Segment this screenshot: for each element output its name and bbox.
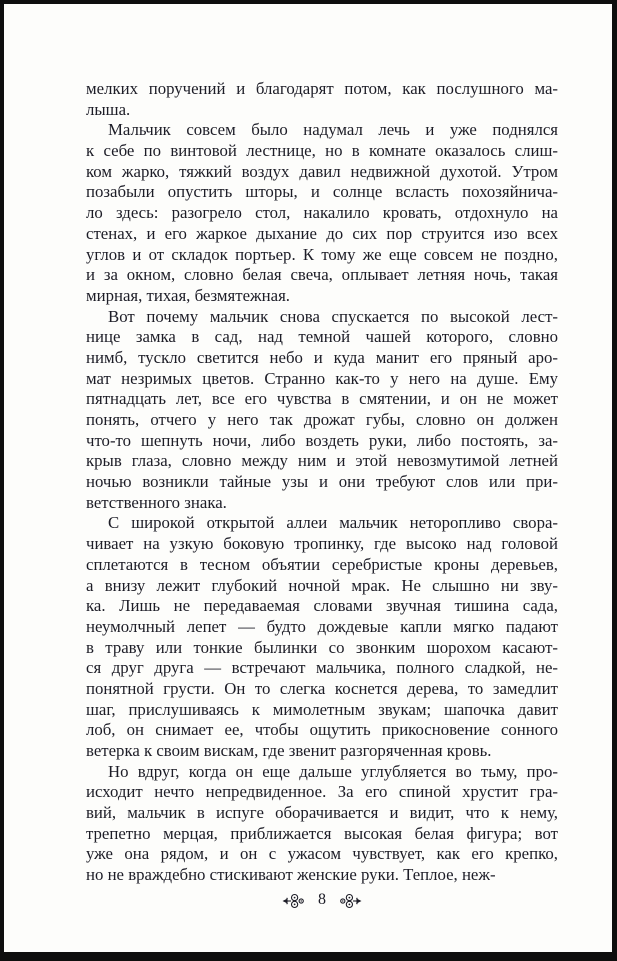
- text-line: крыв глаза, словно между ним и этой невозмутимой летней: [86, 451, 558, 471]
- text-line: понятной грусти. Он то слегка коснется дерева, то замедлит: [86, 678, 558, 698]
- text-line: ночью возникли тайные узы и они требуют слов или при-: [86, 472, 558, 492]
- text-line: ло здесь: разогрело стол, накалило кровать, отдохнуло на: [86, 203, 558, 223]
- text-line: позабыли опустить шторы, и солнце всласть похозяйнича-: [86, 182, 558, 202]
- text-line: ся друг друга — встречают мальчика, полного сладкой, не-: [86, 658, 558, 678]
- text-line: ком жарко, тяжкий воздух давил недвижной духотой. Утром: [86, 161, 558, 181]
- text-line: что-то шепнуть ночи, либо воздеть руки, либо постоять, за-: [86, 430, 558, 450]
- page-footer: [86, 890, 558, 912]
- text-line: сплетаются в тесном объятии серебристые кроны деревьев,: [86, 554, 558, 574]
- text-line: лыша.: [86, 99, 131, 119]
- book-page: [4, 4, 612, 952]
- text-line: нимб, тускло светится небо и куда манит его пряный аро-: [86, 347, 558, 367]
- text-line: Вот почему мальчик снова спускается по высокой лест-: [108, 306, 558, 326]
- text-line: шаг, прислушиваясь к мимолетным звукам; шапочка давит: [86, 699, 558, 719]
- text-line: Но вдруг, когда он еще дальше углубляется во тьму, про-: [108, 761, 558, 781]
- text-line: ка. Лишь не передаваемая словами звучная тишина сада,: [86, 596, 558, 616]
- text-block: [86, 79, 558, 886]
- text-line: понять, отчего у него так дрожат губы, словно он должен: [86, 410, 558, 429]
- text-line: неумолчный лепет — будто дождевые капли мягко падают: [86, 616, 558, 636]
- text-line: вий, мальчик в испуге оборачивается и видит, что к нему,: [86, 803, 558, 823]
- text-line: мирная, тихая, безмятежная.: [86, 285, 290, 305]
- text-line: к себе по винтовой лестнице, но в комнате оказалось слиш-: [86, 141, 558, 161]
- text-line: трепетно мерцая, приближается высокая белая фигура; вот: [86, 823, 558, 843]
- text-line: но не враждебно стискивают женские руки. Теплое, неж-: [86, 865, 496, 885]
- page-number: 8: [318, 891, 326, 908]
- text-line: исходит нечто непредвиденное. За его спиной хрустит гра-: [86, 782, 558, 802]
- text-line: С широкой открытой аллеи мальчик неторопливо свора-: [108, 513, 558, 533]
- text-line: а внизу лежит глубокий ночной мрак. Не слышно ни зву-: [86, 575, 558, 595]
- text-line: нице замка в сад, над темной чашей которого, словно: [86, 327, 558, 347]
- text-line: углов и от складок портьер. К тому же еще совсем не поздно,: [86, 244, 558, 264]
- text-line: в траву или тонкие былинки со звонким шорохом касают-: [86, 637, 558, 657]
- text-line: уже она рядом, и он с ужасом чувствует, как его крепко,: [86, 844, 558, 864]
- text-line: пятнадцать лет, все его чувства в смятении, и он не может: [86, 389, 558, 409]
- text-line: стенах, и его жаркое дыхание до сих пор струится изо всех: [86, 223, 558, 243]
- text-line: Мальчик совсем было надумал лечь и уже поднялся: [108, 120, 558, 140]
- text-line: лоб, он снимает ее, чтобы ощутить прикосновение сонного: [86, 720, 558, 740]
- text-line: мат незримых цветов. Странно как-то у него на душе. Ему: [86, 368, 558, 388]
- fleuron-right-icon: [339, 893, 362, 909]
- text-line: чивает на узкую боковую тропинку, где высоко над головой: [86, 534, 558, 554]
- text-line: ветственного знака.: [86, 492, 227, 512]
- text-line: ветерка к своим вискам, где звенит разгоряченная кровь.: [86, 741, 492, 760]
- text-line: мелких поручений и благодарят потом, как послушного ма-: [86, 79, 558, 98]
- fleuron-left-icon: [282, 893, 305, 909]
- text-line: и за окном, словно белая свеча, оплывает летняя ночь, такая: [86, 265, 558, 285]
